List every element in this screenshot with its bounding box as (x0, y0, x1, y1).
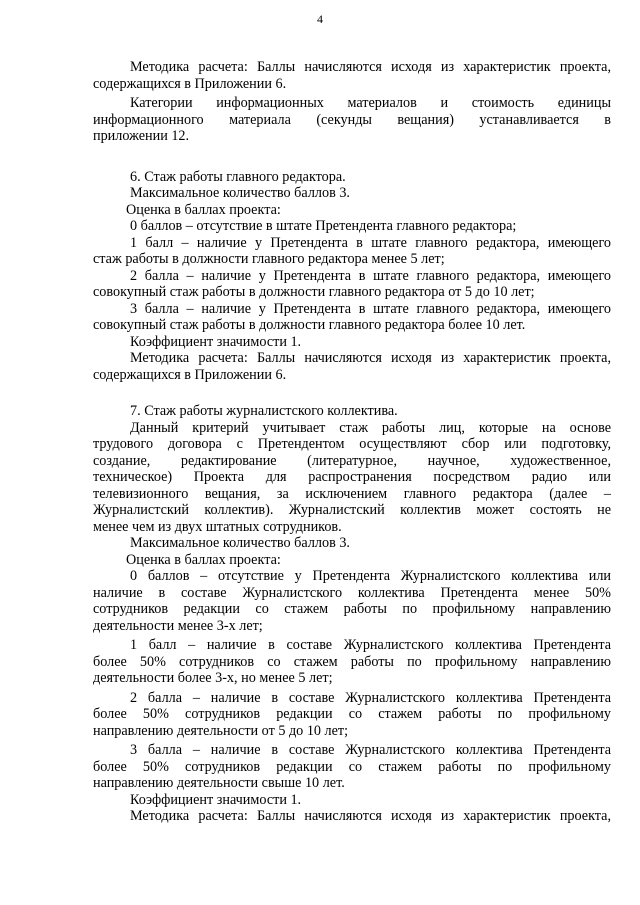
paragraph-line: создание, редактирование (литературное, научное, художественное, (93, 452, 611, 469)
paragraph-line: Коэффициент значимости 1. (130, 791, 302, 808)
list-item: сотрудников редакции со стажем работы по профильному направлению (93, 601, 611, 617)
list-item: более 50% сотрудников со стажем работы по профильному направлению (93, 653, 611, 670)
paragraph-line: информационного материала (секунды вещания) устанавливается в (93, 111, 611, 128)
list-item: совокупный стаж работы в должности главного редактора более 10 лет. (93, 317, 526, 333)
paragraph-line: Методика расчета: Баллы начисляются исходя из характеристик проекта, (130, 350, 611, 366)
paragraph-line: телевизионного вещания, за исключением главного редактора (далее – (93, 485, 611, 502)
list-item: стаж работы в должности главного редактора менее 5 лет; (93, 251, 445, 267)
paragraph-line: Коэффициент значимости 1. (130, 333, 302, 350)
paragraph-line: Оценка в баллах проекта: (126, 201, 281, 218)
list-item: 3 балла – наличие у Претендента в штате главного редактора, имеющего (130, 300, 611, 317)
paragraph-line: трудового договора с Претендентом осуществляют сбор или подготовку, (93, 436, 611, 452)
section-heading: 7. Стаж работы журналистского коллектива. (130, 403, 398, 419)
paragraph-line: Журналистский коллектив). Журналистский коллектив может состоять не (93, 502, 611, 518)
list-item: направлению деятельности свыше 10 лет. (93, 775, 345, 791)
page-number: 4 (317, 12, 323, 26)
paragraph-line: содержащихся в Приложении 6. (93, 366, 287, 383)
list-item: 2 балла – наличие в составе Журналистского коллектива Претендента (130, 689, 611, 706)
list-item: 2 балла – наличие у Претендента в штате главного редактора, имеющего (130, 267, 611, 284)
paragraph-line: менее чем из двух штатных сотрудников. (93, 518, 342, 535)
list-item: 3 балла – наличие в составе Журналистского коллектива Претендента (130, 742, 611, 758)
list-item: 1 балл – наличие у Претендента в штате главного редактора, имеющего (130, 234, 611, 251)
list-item: направлению деятельности от 5 до 10 лет; (93, 722, 349, 739)
paragraph-line: Оценка в баллах проекта: (126, 551, 281, 568)
list-item: деятельности менее 3-х лет; (93, 617, 263, 634)
paragraph-line: Данный критерий учитывает стаж работы лиц, которые на основе (130, 419, 611, 436)
list-item: 1 балл – наличие в составе Журналистского коллектива Претендента (130, 637, 611, 653)
list-item: более 50% сотрудников редакции со стажем работы по профильному (93, 706, 611, 722)
paragraph-line: приложении 12. (93, 128, 190, 144)
list-item: 0 баллов – отсутствие у Претендента Журналистского коллектива или (130, 568, 611, 584)
paragraph-line: Максимальное количество баллов 3. (130, 535, 350, 551)
paragraph-line: Категории информационных материалов и стоимость единицы (130, 95, 611, 111)
paragraph-line: Методика расчета: Баллы начисляются исходя из характеристик проекта, (130, 808, 611, 824)
document-body (93, 59, 611, 825)
list-item: 0 баллов – отсутствие в штате Претендента главного редактора; (130, 218, 517, 234)
paragraph-line: содержащихся в Приложении 6. (93, 75, 287, 92)
list-item: более 50% сотрудников редакции со стажем работы по профильному (93, 758, 611, 775)
section-heading: 6. Стаж работы главного редактора. (130, 168, 346, 185)
list-item: наличие в составе Журналистского коллектива Претендента менее 50% (93, 584, 611, 601)
paragraph-line: Методика расчета: Баллы начисляются исходя из характеристик проекта, (130, 59, 611, 75)
paragraph-line: Максимальное количество баллов 3. (130, 185, 350, 201)
paragraph-line: техническое) Проекта для распространения посредством радио или (93, 469, 611, 485)
list-item: совокупный стаж работы в должности главного редактора от 5 до 10 лет; (93, 284, 535, 300)
list-item: деятельности более 3-х, но менее 5 лет; (93, 670, 333, 686)
